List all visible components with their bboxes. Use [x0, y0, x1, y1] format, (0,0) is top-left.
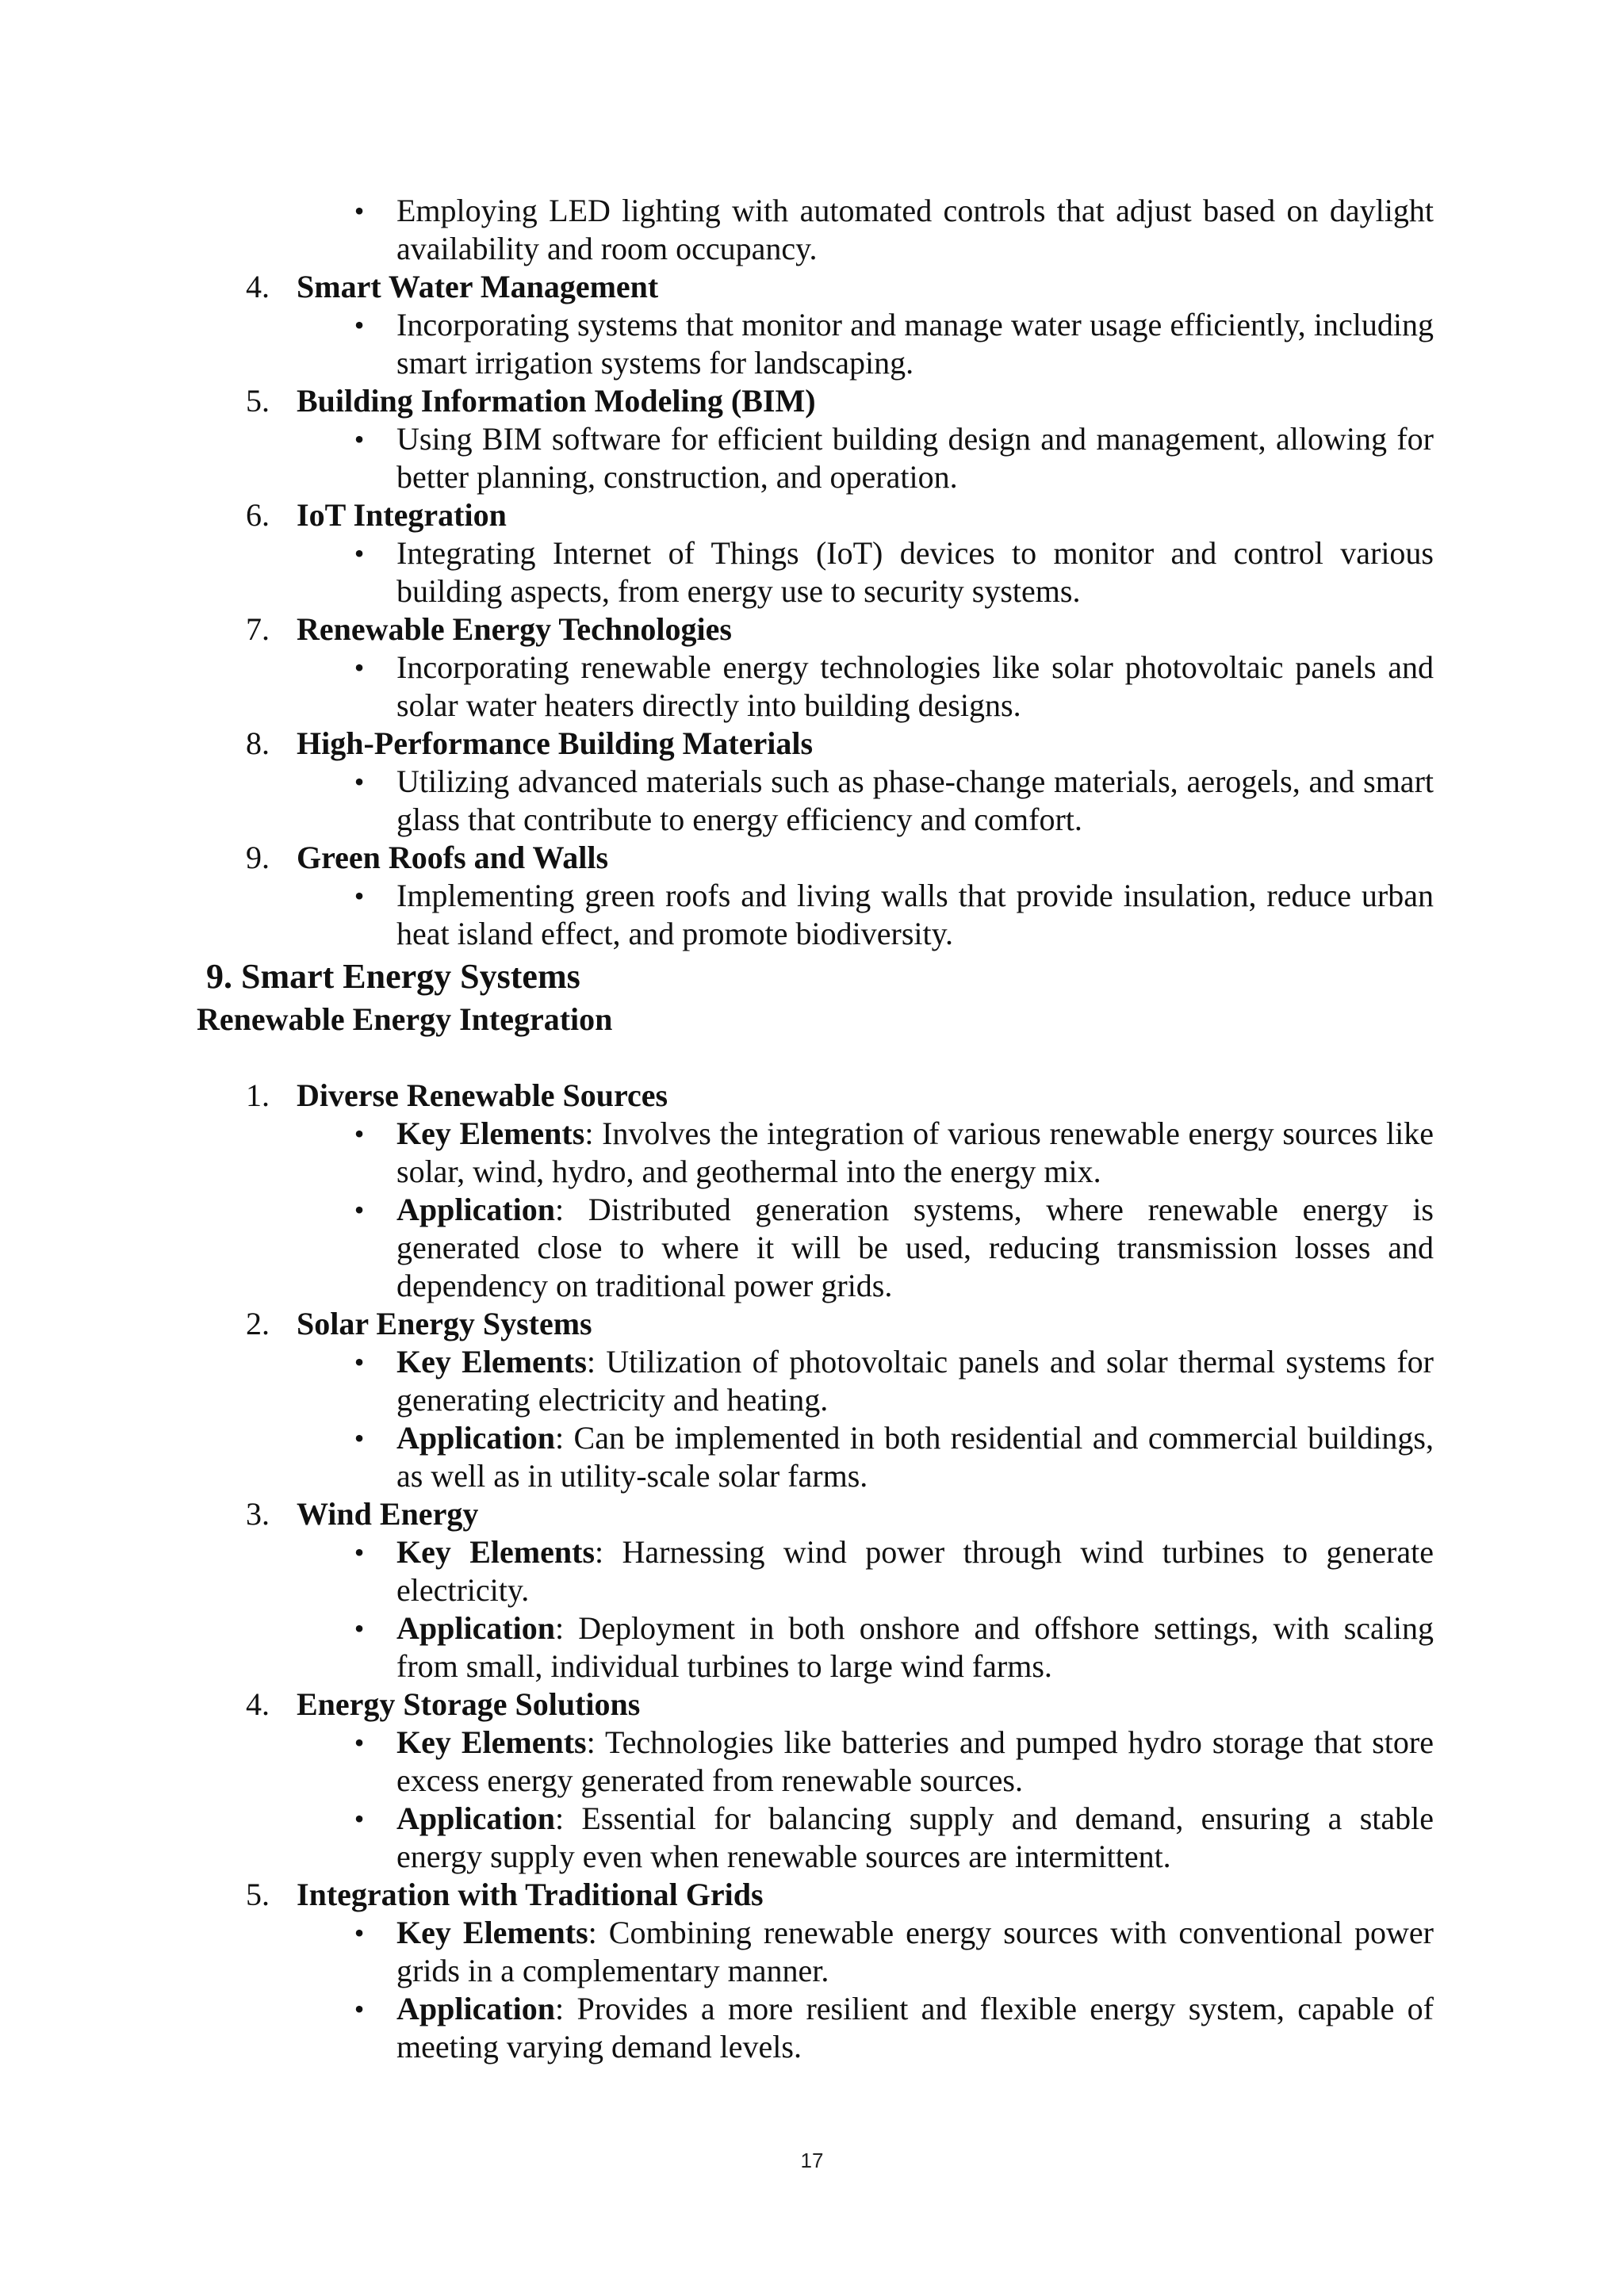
bullet-dot: • [354, 195, 365, 227]
application-label: Application [396, 1610, 556, 1646]
list-item-title: Wind Energy [297, 1496, 479, 1532]
bullet-dot: • [354, 423, 365, 455]
list-number: 9. [246, 840, 270, 875]
key-elements-bullet [197, 1343, 1437, 1419]
list-number: 5. [246, 383, 270, 419]
bullet-text: Integrating Internet of Things (IoT) devices to monitor and control various building aspects, from energy use to security systems. [396, 535, 1434, 609]
bullet-text: : Combining renewable energy sources with conventional power grids in a complementary manner. [396, 1915, 1434, 1988]
bullet-text: Using BIM software for efficient building design and management, allowing for better planning, construction, and operation. [396, 421, 1434, 495]
list-number: 6. [246, 497, 270, 533]
list-item-5 [197, 382, 1437, 420]
list-bullet [197, 649, 1437, 725]
key-elements-label: Key Elements [396, 1534, 596, 1570]
bullet-text: : Harnessing wind power through wind turbines to generate electricity. [396, 1534, 1434, 1608]
key-elements-bullet [197, 1914, 1437, 1990]
list-bullet [197, 420, 1437, 496]
bullet-dot: • [354, 309, 365, 341]
bullet-dot: • [354, 1917, 365, 1949]
list-item-7 [197, 610, 1437, 649]
energy-item-3 [197, 1495, 1437, 1533]
energy-item-2 [197, 1305, 1437, 1343]
list-number: 3. [246, 1496, 270, 1532]
bullet-dot: • [354, 1422, 365, 1454]
list-number: 5. [246, 1877, 270, 1912]
bullet-text: Implementing green roofs and living walls that provide insulation, reduce urban heat island effect, and promote biodiversity. [396, 878, 1434, 951]
bullet-text: Incorporating systems that monitor and manage water usage efficiently, including smart irrigation systems for landscaping. [396, 307, 1434, 381]
application-label: Application [396, 1800, 556, 1836]
application-label: Application [396, 1420, 556, 1456]
key-elements-bullet [197, 1115, 1437, 1191]
bullet-dot: • [354, 1613, 365, 1644]
bullet-text: Utilizing advanced materials such as phase-change materials, aerogels, and smart glass that contribute to energy efficiency and comfort. [396, 763, 1434, 837]
bullet-text: : Utilization of photovoltaic panels and solar thermal systems for generating electricity and heating. [396, 1344, 1434, 1418]
list-number: 4. [246, 269, 270, 304]
energy-item-5 [197, 1876, 1437, 1914]
page-number: 17 [800, 2149, 824, 2172]
bullet-dot: • [354, 1993, 365, 2025]
page-content [197, 192, 1437, 2066]
application-label: Application [396, 1192, 556, 1227]
energy-item-1 [197, 1077, 1437, 1115]
application-bullet [197, 1191, 1437, 1305]
list-number: 2. [246, 1306, 270, 1341]
application-bullet [197, 1990, 1437, 2066]
key-elements-label: Key Elements [396, 1724, 587, 1760]
bullet-dot: • [354, 766, 365, 798]
bullet-text: : Can be implemented in both residential and commercial buildings, as well as in utility-scale solar farms. [396, 1420, 1434, 1494]
sub-heading: Renewable Energy Integration [197, 1001, 613, 1037]
list-bullet [197, 534, 1437, 610]
bullet-text: : Deployment in both onshore and offshore settings, with scaling from small, individual turbines to large wind farms. [396, 1610, 1434, 1684]
list-bullet [197, 877, 1437, 953]
list-bullet-intro [197, 192, 1437, 268]
list-item-6 [197, 496, 1437, 534]
bullet-dot: • [354, 1803, 365, 1835]
top-numbered-list [197, 268, 1437, 953]
list-item-title: Renewable Energy Technologies [297, 611, 732, 647]
bullet-text: : Technologies like batteries and pumped hydro storage that store excess energy generated from renewable sources. [396, 1724, 1434, 1798]
key-elements-label: Key Elements [396, 1344, 587, 1380]
application-label: Application [396, 1991, 556, 2026]
list-item-title: Solar Energy Systems [297, 1306, 592, 1341]
list-item-4 [197, 268, 1437, 306]
energy-item-4 [197, 1686, 1437, 1724]
list-number: 1. [246, 1077, 270, 1113]
list-number: 7. [246, 611, 270, 647]
bullet-text: : Provides a more resilient and flexible energy system, capable of meeting varying demand levels. [396, 1991, 1434, 2064]
list-item-title: Green Roofs and Walls [297, 840, 609, 875]
list-bullet [197, 306, 1437, 382]
key-elements-label: Key Elements [396, 1115, 585, 1151]
list-item-title: IoT Integration [297, 497, 507, 533]
bullet-dot: • [354, 1194, 365, 1226]
application-bullet [197, 1800, 1437, 1876]
bullet-text: : Distributed generation systems, where renewable energy is generated close to where it will be used, reducing transmission losses and dependency on traditional power grids. [396, 1192, 1434, 1303]
list-item-title: Building Information Modeling (BIM) [297, 383, 816, 419]
energy-numbered-list [197, 1077, 1437, 2066]
key-elements-bullet [197, 1533, 1437, 1609]
application-bullet [197, 1609, 1437, 1686]
list-item-title: High-Performance Building Materials [297, 725, 814, 761]
list-item-title: Energy Storage Solutions [297, 1686, 641, 1722]
bullet-text: Employing LED lighting with automated controls that adjust based on daylight availability and room occupancy. [396, 193, 1434, 266]
key-elements-label: Key Elements [396, 1915, 588, 1950]
section-heading: 9. Smart Energy Systems [206, 957, 580, 996]
bullet-dot: • [354, 880, 365, 912]
bullet-dot: • [354, 652, 365, 683]
list-item-title: Smart Water Management [297, 269, 659, 304]
list-item-title: Diverse Renewable Sources [297, 1077, 668, 1113]
bullet-dot: • [354, 1727, 365, 1758]
bullet-text: Incorporating renewable energy technologies like solar photovoltaic panels and solar water heaters directly into building designs. [396, 649, 1434, 723]
bullet-text: : Involves the integration of various renewable energy sources like solar, wind, hydro, and geothermal into the energy mix. [396, 1115, 1434, 1189]
list-item-8 [197, 725, 1437, 763]
list-number: 4. [246, 1686, 270, 1722]
bullet-dot: • [354, 1536, 365, 1568]
bullet-dot: • [354, 538, 365, 569]
list-number: 8. [246, 725, 270, 761]
bullet-dot: • [354, 1346, 365, 1378]
application-bullet [197, 1419, 1437, 1495]
key-elements-bullet [197, 1724, 1437, 1800]
list-item-title: Integration with Traditional Grids [297, 1877, 764, 1912]
bullet-text: : Essential for balancing supply and demand, ensuring a stable energy supply even when renewable sources are intermittent. [396, 1800, 1434, 1874]
bullet-dot: • [354, 1118, 365, 1150]
list-bullet [197, 763, 1437, 839]
list-item-9 [197, 839, 1437, 877]
